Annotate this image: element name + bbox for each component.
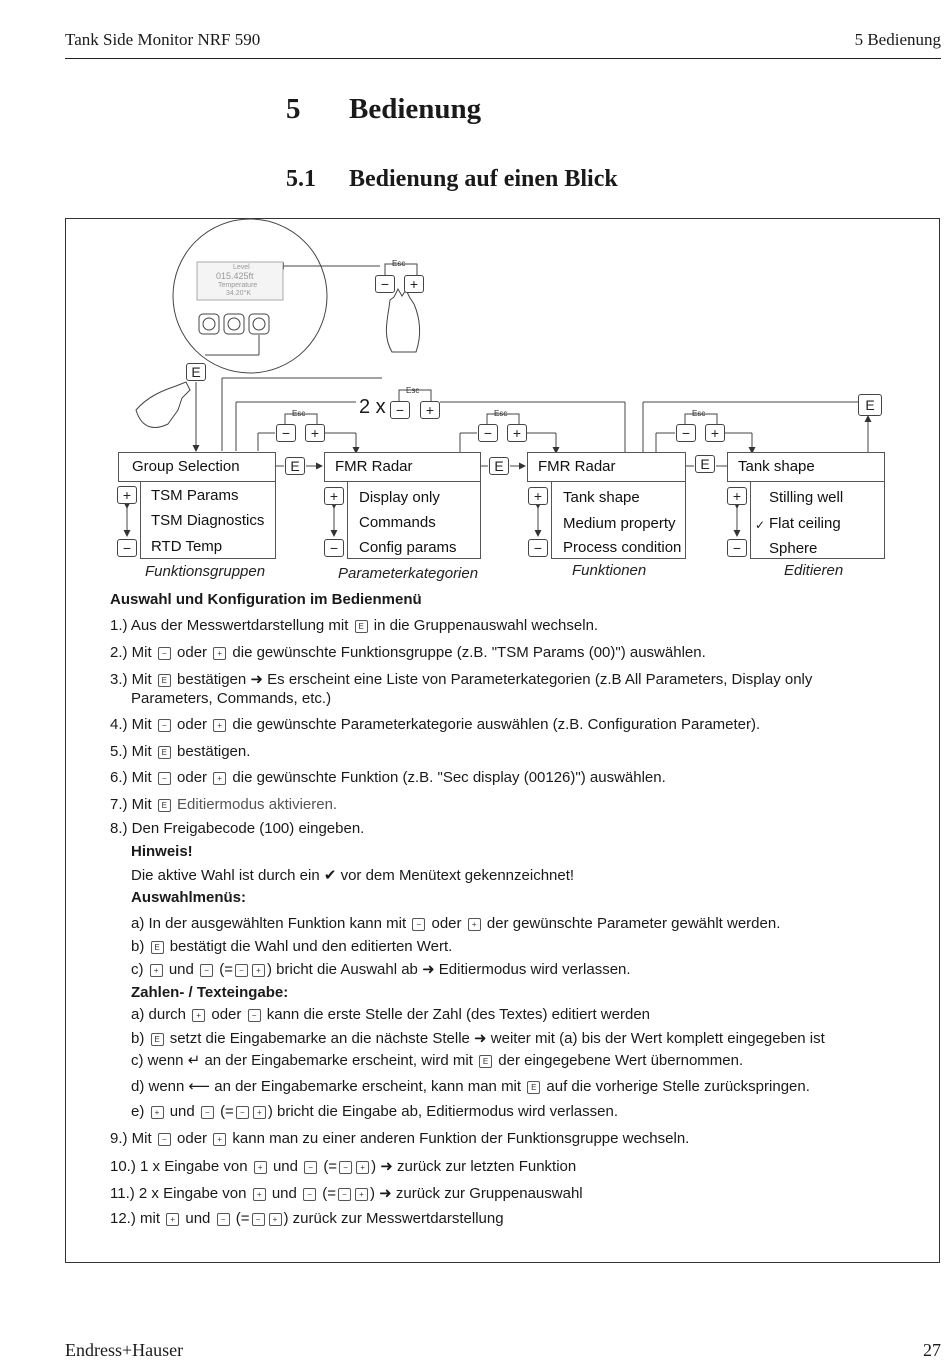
minus-key-icon: − [324,539,344,557]
text-fragment: und [185,1210,211,1227]
enter-key-icon: E [151,941,164,954]
plus-key-icon: + [305,424,325,442]
plus-key-icon: + [213,772,226,785]
step-9 [110,1130,689,1147]
back-arrow-icon: ⟵ [188,1078,211,1095]
menu-box-title: Group Selection [132,458,240,475]
menu-box-function-title [527,452,686,482]
plus-key-icon: + [213,647,226,660]
input-step-b [131,1029,825,1047]
twice-label: 2 x [359,396,386,418]
menu-box-edit-title [727,452,885,482]
menu-item: Stilling well [769,489,844,506]
plus-key-icon: + [166,1213,179,1226]
text-fragment: a) durch [131,1006,187,1023]
input-step-c [131,1051,743,1069]
plus-key-icon: + [705,424,725,442]
menu-item: Process condition [563,539,682,556]
section-number: 5.1 [286,166,316,192]
minus-key-icon: − [217,1213,230,1226]
minus-key-icon: − [276,424,296,442]
running-header-section: 5 Bedienung [854,30,941,49]
text-fragment: oder [177,644,208,661]
plus-key-icon: + [253,1188,266,1201]
esc-label: Esc [692,409,706,418]
text-fragment: oder [211,1006,242,1023]
text-fragment: (= [220,1103,234,1120]
minus-key-icon: − [390,401,410,419]
text-fragment: die gewünschte Parameterkategorie auswählen (z.B. Configuration Parameter). [232,716,761,733]
step-6 [110,769,666,786]
enter-key-icon: E [355,620,368,633]
text-fragment: bestätigen ➜ Es erscheint eine Liste von Parameterkategorien (z.B All Parameters, Display only [177,671,813,688]
plus-key-icon: + [252,964,265,977]
text-fragment: d) wenn [131,1078,185,1095]
menu-box-group-selection-list [140,481,276,559]
caption-funktionsgruppen: Funktionsgruppen [145,563,266,580]
section-title: Bedienung auf einen Blick [349,166,618,192]
text-fragment: auf die vorherige Stelle zurückspringen. [546,1078,810,1095]
plus-key-icon: + [468,918,481,931]
text-fragment: oder [177,1130,208,1147]
step-11 [110,1184,583,1202]
plus-key-icon: + [117,486,137,504]
plus-key-icon: + [727,487,747,505]
hand-outline-top [386,289,419,352]
menu-item: Config params [359,539,457,556]
text-fragment: b) [131,1030,145,1047]
plus-key-icon: + [213,719,226,732]
menu-box-function-list [551,481,686,559]
enter-key-icon: E [479,1055,492,1068]
checkmark-icon: ✓ [755,518,766,532]
plus-key-icon: + [151,1106,164,1119]
text-fragment: oder [177,716,208,733]
text-fragment: ) bricht die Auswahl ab ➜ Editiermodus wird verlassen. [266,961,631,978]
plus-key-icon: + [324,487,344,505]
menu-box-title: Tank shape [738,458,815,475]
menu-item: TSM Diagnostics [151,512,265,529]
plus-key-icon: + [254,1161,267,1174]
text-fragment: und [168,961,194,978]
minus-key-icon: − [158,772,171,785]
text-fragment: setzt die Eingabemarke an die nächste Stelle ➜ weiter mit (a) bis der Wert komplett eingegeben ist [169,1030,825,1047]
footer-brand: Endress+Hauser [65,1340,184,1360]
step-3 [110,670,812,688]
enter-key-icon: E [489,457,509,475]
text-fragment: und [272,1158,298,1175]
enter-key-icon: E [151,1033,164,1046]
display-line-2: 015.425ft [216,271,254,281]
step-7 [110,796,337,813]
text-fragment: c) [131,961,144,978]
text-fragment: 3.) Mit [110,671,152,688]
minus-key-icon: − [478,424,498,442]
minus-key-icon: − [158,719,171,732]
minus-key-icon: − [338,1188,351,1201]
enter-key-icon: E [527,1081,540,1094]
menu-step-a [131,915,780,932]
text-fragment: die gewünschte Funktion (z.B. "Sec display (00126)") auswählen. [232,769,666,786]
minus-key-icon: − [248,1009,261,1022]
display-line-4: 34.20°K [226,290,251,297]
input-step-e [131,1103,618,1120]
step-1 [110,617,598,634]
menu-box-parameter-list [347,481,481,559]
plus-key-icon: + [213,1133,226,1146]
input-step-a [131,1006,650,1023]
text-fragment: 6.) Mit [110,769,152,786]
minus-key-icon: − [676,424,696,442]
text-fragment: oder [431,915,462,932]
menu-box-edit-list [750,481,885,559]
menu-item: Commands [359,514,436,531]
text-fragment: kann die erste Stelle der Zahl (des Textes) editiert werden [266,1006,651,1023]
text-fragment: ) bricht die Eingabe ab, Editiermodus wird verlassen. [267,1103,618,1120]
minus-key-icon: − [528,539,548,557]
enter-key-icon: E [186,363,206,381]
text-fragment: in die Gruppenauswahl wechseln. [373,617,599,634]
text-fragment: bestätigt die Wahl und den editierten Wert. [169,938,453,955]
text-fragment: Editiermodus aktivieren. [177,796,338,813]
plus-key-icon: + [355,1188,368,1201]
menu-item: TSM Params [151,487,239,504]
number-text-input-title: Zahlen- / Texteingabe: [131,984,289,1001]
text-fragment: ) zurück zur Messwertdarstellung [283,1210,504,1227]
esc-label: Esc [392,259,406,268]
enter-key-icon: E [695,455,715,473]
step-5 [110,743,250,760]
text-fragment: und [271,1185,297,1202]
hint-text: Die aktive Wahl ist durch ein ✔ vor dem Menütext gekennzeichnet! [131,867,575,884]
minus-key-icon: − [201,1106,214,1119]
text-fragment: 2.) Mit [110,644,152,661]
plus-key-icon: + [150,964,163,977]
text-fragment: c) wenn [131,1052,184,1069]
menu-box-title: FMR Radar [538,458,616,475]
menu-item: RTD Temp [151,538,223,555]
step-12 [110,1210,504,1227]
text-fragment: a) In der ausgewählten Funktion kann mit [131,915,407,932]
menu-box-title: FMR Radar [335,458,413,475]
menu-item-selected: Flat ceiling [769,515,841,532]
hand-outline-left [136,382,190,427]
selection-menus-title: Auswahlmenüs: [131,889,247,906]
page-number: 27 [923,1340,941,1360]
text-fragment: 5.) Mit [110,743,152,760]
enter-key-icon: E [158,799,171,812]
text-fragment: ) ➜ zurück zur letzten Funktion [371,1158,577,1175]
esc-label: Esc [494,409,508,418]
chapter-number: 5 [286,93,301,125]
text-fragment: an der Eingabemarke erscheint, kann man mit [214,1078,522,1095]
text-fragment: oder [177,769,208,786]
text-fragment: der eingegebene Wert übernommen. [498,1052,744,1069]
text-fragment: die gewünschte Funktionsgruppe (z.B. "TSM Params (00)") auswählen. [232,644,706,661]
text-fragment: 4.) Mit [110,716,152,733]
text-fragment: kann man zu einer anderen Funktion der Funktionsgruppe wechseln. [232,1130,690,1147]
plus-key-icon: + [192,1009,205,1022]
menu-item: Sphere [769,540,818,557]
input-step-d [131,1077,810,1095]
minus-key-icon: − [304,1161,317,1174]
step-4 [110,716,760,733]
text-fragment: 9.) Mit [110,1130,152,1147]
caption-parameterkategorien: Parameterkategorien [338,565,479,582]
text-fragment: ) ➜ zurück zur Gruppenauswahl [369,1185,583,1202]
step-8: 8.) Den Freigabecode (100) eingeben. [110,820,365,837]
enter-key-icon: E [285,457,305,475]
minus-key-icon: − [412,918,425,931]
plus-key-icon: + [420,401,440,419]
enter-key-icon: E [158,746,171,759]
text-fragment: (= [235,1210,250,1227]
enter-key-icon: E [158,674,171,687]
menu-box-parameter-title [324,452,481,482]
plus-key-icon: + [528,487,548,505]
menu-box-group-selection-title [118,452,276,482]
minus-key-icon: − [236,1106,249,1119]
caption-funktionen: Funktionen [572,562,647,579]
minus-key-icon: − [117,539,137,557]
menu-step-c [131,960,631,978]
display-line-3: Temperature [218,282,258,289]
plus-key-icon: + [269,1213,282,1226]
step-3-continued: Parameters, Commands, etc.) [131,690,332,707]
running-header-title: Tank Side Monitor NRF 590 [65,30,261,49]
minus-key-icon: − [200,964,213,977]
plus-key-icon: + [404,275,424,293]
minus-key-icon: − [375,275,395,293]
menu-step-b [131,938,452,955]
text-fragment: (= [219,961,233,978]
hint-title: Hinweis! [131,843,193,860]
minus-key-icon: − [158,647,171,660]
text-fragment: 10.) 1 x Eingabe von [110,1158,248,1175]
plus-key-icon: + [507,424,527,442]
minus-key-icon: − [303,1188,316,1201]
text-fragment: b) [131,938,145,955]
menu-item: Medium property [563,515,676,532]
minus-key-icon: − [727,539,747,557]
text-fragment: bestätigen. [177,743,251,760]
minus-key-icon: − [339,1161,352,1174]
text-fragment: der gewünschte Parameter gewählt werden. [486,915,781,932]
return-arrow-icon: ↵ [187,1052,201,1069]
step-2 [110,644,706,661]
instructions-heading: Auswahl und Konfiguration im Bedienmenü [110,591,422,608]
menu-item: Tank shape [563,489,640,506]
text-fragment: (= [322,1185,336,1202]
minus-key-icon: − [252,1213,265,1226]
minus-key-icon: − [235,964,248,977]
enter-key-icon: E [858,394,882,416]
menu-item: Display only [359,489,440,506]
step-10 [110,1157,576,1175]
esc-label: Esc [406,386,420,395]
plus-key-icon: + [356,1161,369,1174]
plus-key-icon: + [253,1106,266,1119]
caption-editieren: Editieren [784,562,844,579]
chapter-title: Bedienung [349,93,482,125]
text-fragment: 11.) 2 x Eingabe von [110,1185,247,1202]
text-fragment: e) [131,1103,145,1120]
display-line-1: Level [233,264,250,271]
esc-label: Esc [292,409,306,418]
text-fragment: 1.) Aus der Messwertdarstellung mit [110,617,349,634]
text-fragment: (= [323,1158,338,1175]
minus-key-icon: − [158,1133,171,1146]
text-fragment: 7.) Mit [110,796,152,813]
text-fragment: und [169,1103,195,1120]
text-fragment: an der Eingabemarke erscheint, wird mit [204,1052,473,1069]
text-fragment: 12.) mit [110,1210,161,1227]
